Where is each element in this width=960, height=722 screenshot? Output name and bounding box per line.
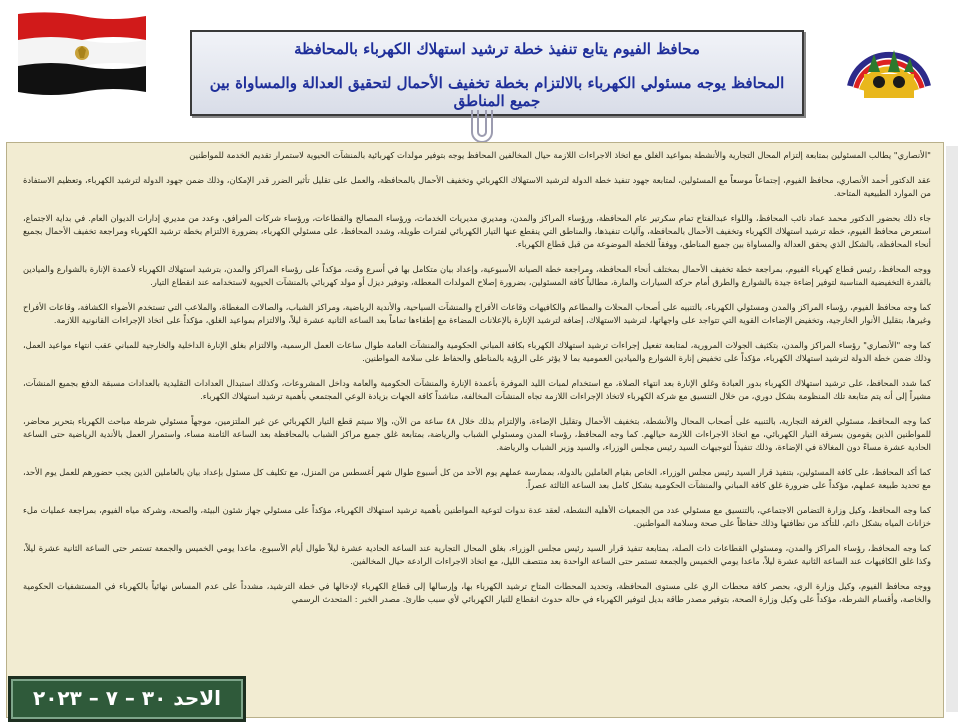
article-body	[23, 149, 931, 677]
vertical-scrollbar[interactable]	[946, 146, 958, 712]
subheadline: المحافظ يوجه مسئولي الكهرباء بالالتزام بخطة تخفيف الأحمال لتحقيق العدالة والمساواة بين جميع المناطق	[209, 74, 785, 110]
article-paragraph: كما وجه المحافظ، رؤساء المراكز والمدن، ومسئولي القطاعات ذات الصلة، بمتابعة تنفيذ قرار السيد رئيس مجلس الوزراء، بغلق المحال التجارية عند الساعة الحادية عشرة ليلاً طوال أيام الأسبوع، ماعدا يومي الخميس والجمعة تستمر حتى الساعة الثانية عشرة ليلاً، وكذا غلق الكافيهات عند الساعة الثانية عشرة ليلاً، ماعدا يومي الخميس والجمعة تستمر حتى الساعة الواحدة بعد منتصف الليل، مع اتخاذ الاجراءات الرادعة حيال المخالفين.	[23, 543, 931, 566]
article-paragraph: كما شدد المحافظ، على ترشيد استهلاك الكهرباء بدور العبادة وغلق الإنارة بعد انتهاء الصلاة، مع استخدام لمبات الليد الموفرة بأعمدة الإنارة والمنشآت الحكومية والعامة وداخل المشروعات، وكذلك استبدال العدادات التقليدية بالعدادات مسبقة الدفع بجميع المنشآت، مشيراً إلى أنه يتم متابعة تلك المنظومة بشكل دوري، من خلال التنسيق مع شركة الكهرباء لاتخاذ الإجراءات اللازمة تجاه المنشآت المخالفة، مناشداً كافة الجهات بزيادة الوعي المجتمعي بأهمية ترشيد استهلاك الكهرباء.	[23, 378, 931, 401]
headline-box	[190, 30, 804, 116]
article-paragraph: ووجه المحافظ، رئيس قطاع كهرباء الفيوم، بمراجعة خطة تخفيف الأحمال بمختلف أنحاء المحافظة، ومراجعة خطة الصيانة الأسبوعية، وإعداد بيان متكامل بها في أسرع وقت، مؤكداً على رؤساء المراكز والمدن، بترشيد استهلاك الكهرباء لأعمدة الإنارة بالشوارع والميادين بالقدرة التخفيضية المناسبة لتوفير إضاءة جيدة بالشوارع والطرق أمام حركة السيارات والمارة، مطالباً كافة المسئولين، بضرورة إصلاح المولدات المعطلة، وتوفير ديزل أو مولد كهربائي بالمنشآت الحيوية لاستخدامه عند انقطاع التيار.	[23, 264, 931, 287]
article-paragraph: عقد الدكتور أحمد الأنصاري، محافظ الفيوم، إجتماعاً موسعاً مع المسئولين، لمتابعة جهود تنفيذ خطة الدولة لترشيد الاستهلاك الكهربائي وتخفيف الأحمال بالمحافظة، والعمل على تقليل تأثير الضرر قدر الإمكان، وذلك ضمن جهود الدولة لترشيد الكهرباء، وتعظيم الاستفادة من الموارد الطبيعية المتاحة.	[23, 175, 931, 198]
article-paragraph: كما وجه "الأنصاري" رؤساء المراكز والمدن، بتكثيف الجولات المرورية، لمتابعة تفعيل إجراءات ترشيد استهلاك الكهرباء بكافة المباني الحكومية والمنشآت العامة طوال ساعات العمل الرسمية، والالتزام بغلق الإنارة الداخلية والخارجية للمباني عقب انتهاء مواعيد العمل، وذلك ضمن خطة الدولة لترشيد استهلاك الكهرباء، مؤكداً على تخفيض إنارة الشوارع والميادين العمومية بما لا يؤثر على الرؤية بالمناطق والحفاظ على سلامة المواطنين.	[23, 340, 931, 363]
article-paragraph: كما وجه المحافظ، وكيل وزارة التضامن الاجتماعي، بالتنسيق مع مسئولي عدد من الجمعيات الأهلية النشطة، لعقد عدة ندوات لتوعية المواطنين بأهمية ترشيد استهلاك الكهرباء، مؤكداً على مسئولي جهاز شئون البيئة، والصحة، وشركة مياه الفيوم، بمراجعة عمليات ملء خزانات المياه بشكل دائم، للتأكد من نظافتها وذلك حفاظاً على صحة وسلامة المواطنين.	[23, 505, 931, 528]
article-panel	[6, 142, 944, 718]
connector-decoration	[454, 110, 514, 146]
egypt-flag-image	[12, 10, 150, 98]
article-paragraph: كما وجه محافظ الفيوم، رؤساء المراكز والمدن ومسئولي الكهرباء، بالتنبيه على أصحاب المحلات والمطاعم والكافيهات وقاعات الأفراح والمنشآت السياحية، والأندية الرياضية، ومراكز الشباب، والصالات المغطاة، والملاعب التي تستخدم الأضواء الكشافة، وقاعات الأفراح وغيرها، بتقليل الأنوار الخارجية، وتخفيض الإضاءات القوية التي تتواجد على واجهاتها، لترشيد الاستهلاك، إضافة لترشيد الإنارة بالإعلانات المضاءة مع إطفاءها تماماً بعد الساعة الثانية عشرة ليلاً، والالتزام بمواعيد الغلق، مؤكداً على اتخاذ الإجراءات القانونية اللازمة.	[23, 302, 931, 325]
article-paragraph: كما وجه المحافظ، مسئولي الغرفة التجارية، بالتنبيه على أصحاب المحال والأنشطة، بتخفيف الأحمال وتقليل الإضاءة، والإلتزام بذلك خلال ٤٨ ساعة من الآن، وإلا سيتم قطع التيار الكهربائي عن غير الملتزمين، موجهاً مسئولي شرطة مباحث الكهرباء بتحرير محاضر، للمواطنين الذين يقومون بسرقة التيار الكهربائي، مع اتخاذ الاجراءات اللازمة حيالهم. كما وجه المحافظ، رؤساء المدن ومسئولي الشباب والرياضة، بمتابعة غلق جميع مراكز الشباب بالمحافظة بعد الساعة الثامنة مساء، واستمرار العمل بالأندية الرياضية حتى الساعة الحادية عشرة مساءً دون المغالاة في الإضاءة، وذلك تنفيذاً لتوجيهات السيد رئيس مجلس الوزراء، والسيد وزير الشباب والرياضة.	[23, 416, 931, 452]
article-paragraph: ووجه محافظ الفيوم، وكيل وزارة الري، بحصر كافة محطات الري على مستوى المحافظة، وتحديد المحطات المتاح ترشيد الكهرباء بها، وإرسالها إلى قطاع الكهرباء لإدخالها في خطة الترشيد، مشدداً على عدم المساس نهائياً بالكهرباء في المستشفيات الحكومية والخاصة، وأقسام الشرطة، مؤكداً على وكيل وزارة الصحة، بتوفير مصدر طاقة بديل لتوفير الكهرباء في حالة حدوث انقطاع للتيار الكهربائي لأي سبب طارئ. مصدر الخبر : المتحدث الرسمي	[23, 581, 931, 604]
article-paragraph: "الأنصاري" يطالب المسئولين بمتابعة إلتزام المحال التجارية والأنشطة بمواعيد الغلق مع اتخاذ الاجراءات اللازمة حيال المخالفين المحافظ يوجه بتوفير مولدات كهربائية بالمنشآت الحيوية لاستمرار تقديم الخدمة للمواطنين	[189, 150, 931, 160]
article-paragraph: كما أكد المحافظ، على كافة المسئولين، بتنفيذ قرار السيد رئيس مجلس الوزراء، الخاص بقيام العاملين بالدولة، بممارسة عملهم يوم الأحد من كل أسبوع طوال شهر أغسطس من المنزل، مع تكليف كل مسئول بإعداد بيان بالعاملين الذين يجب حضورهم للعمل يوم الأحد، مع تحديد طبيعة عملهم، مؤكداً على ضرورة غلق كافة المباني والمنشآت الحكومية بشكل كامل بعد الساعة الثالثة عصراً.	[23, 467, 931, 490]
date-badge: الاحد ٣٠ – ٧ – ٢٠٢٣	[8, 676, 246, 722]
fayoum-governorate-logo	[834, 16, 944, 116]
article-paragraph: جاء ذلك بحضور الدكتور محمد عماد نائب المحافظ، واللواء عبدالفتاح تمام سكرتير عام المحافظة، ورؤساء المراكز والمدن، ومديري مديريات الخدمات، ورؤساء المصالح والقطاعات، ورؤساء شركات المرافق، وعدد من مديري إدارات الديوان العام. في بداية الاجتماع، استعرض محافظ الفيوم، خطة ترشيد استهلاك الكهرباء وتخفيف الأحمال بالمحافظة، وآليات تنفيذها، والمناطق التي ينقطع عنها التيار الكهربائي لفترات طويلة، وشدد المحافظ، على مسئولي الكهرباء، بضرورة الالتزام بخطة ترشيد الكهرباء ومراجعة تخفيف الأحمال بجميع أنحاء المحافظة، بالشكل الذي يحقق العدالة والمساواة بين جميع المناطق، ووفقاً للخطة الموضوعة من قبل قطاع الكهرباء.	[23, 213, 931, 249]
headline: محافظ الفيوم يتابع تنفيذ خطة ترشيد استهلاك الكهرباء بالمحافظة	[294, 40, 700, 58]
